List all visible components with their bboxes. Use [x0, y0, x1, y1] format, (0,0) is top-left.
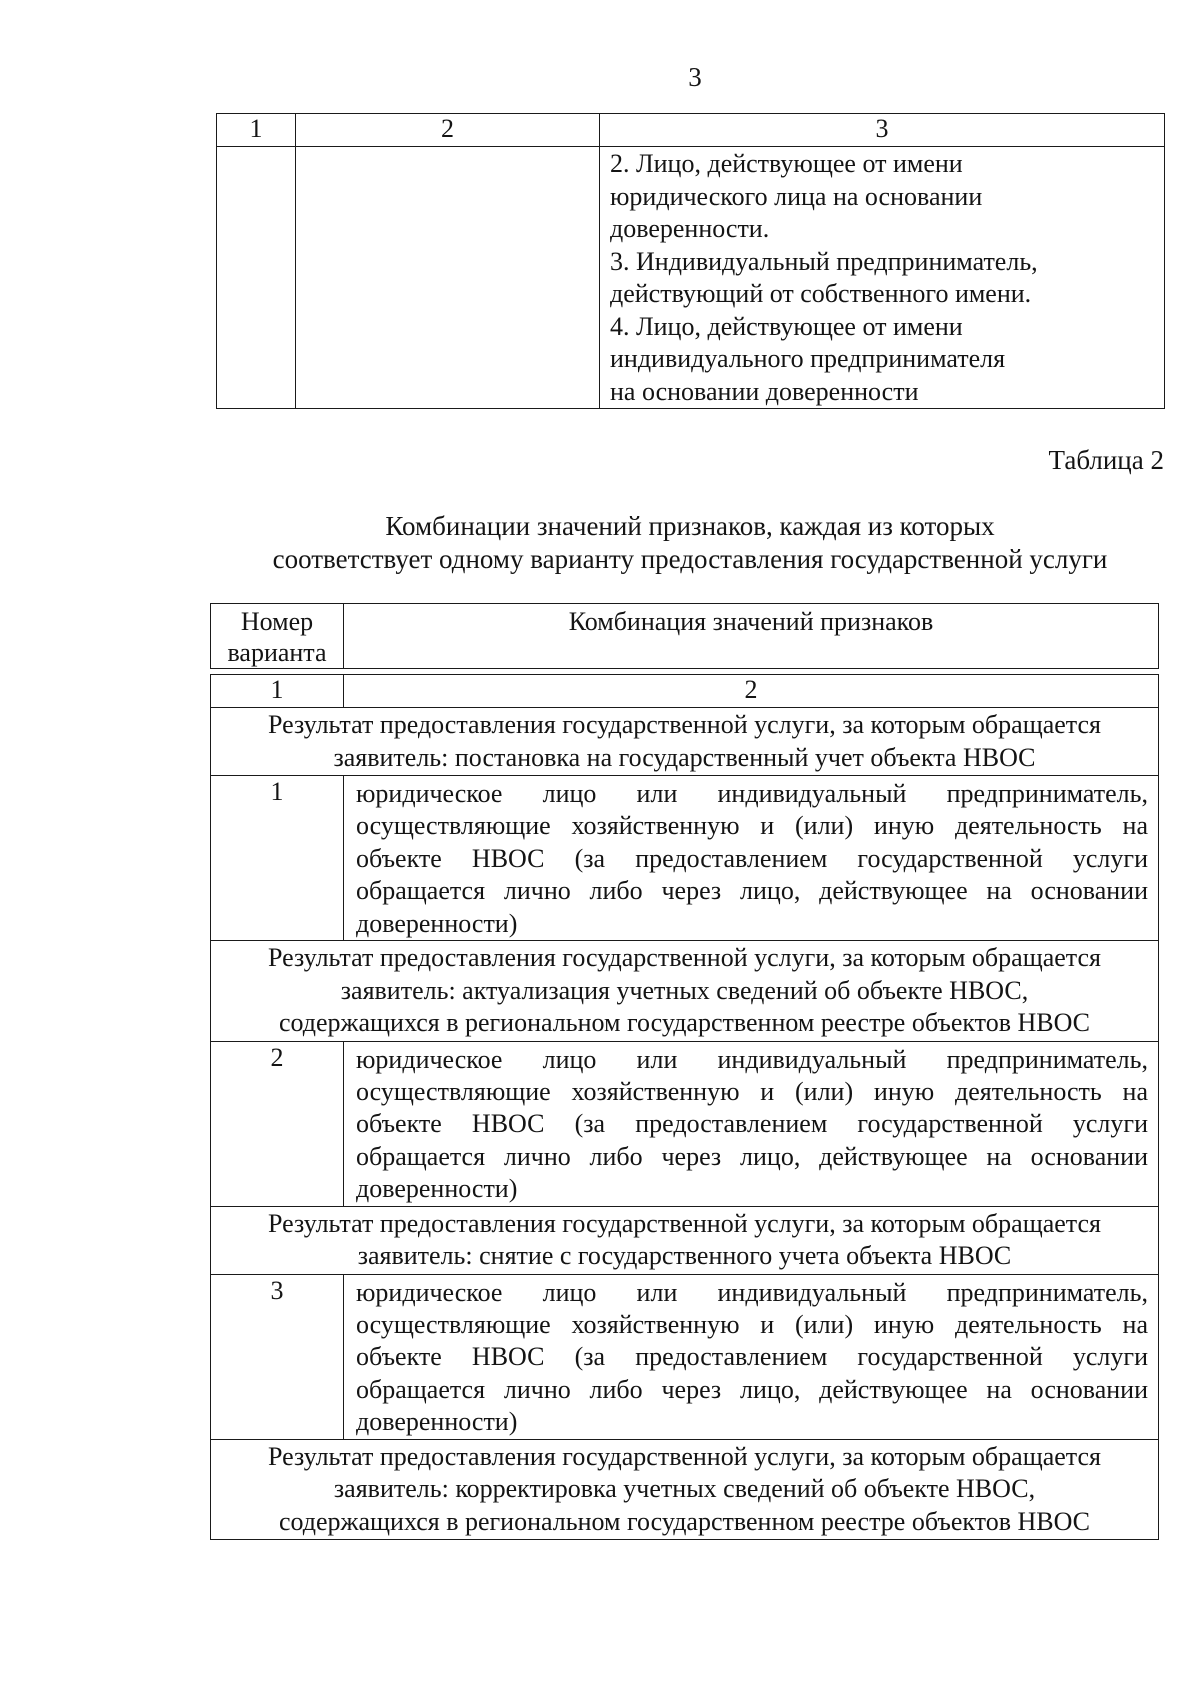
header-line: варианта — [227, 638, 327, 667]
continuation-table-row — [217, 147, 1165, 409]
section-line: заявитель: актуализация учетных сведений об объекте НВОС, — [340, 975, 1029, 1005]
continuation-table-header-row — [217, 114, 1165, 147]
section-line: Результат предоставления государственной услуги, за которым обращается — [268, 943, 1101, 973]
table-title-line: Комбинации значений признаков, каждая из которых — [385, 511, 995, 541]
continuation-table-header-cell: 1 — [217, 114, 296, 147]
table-label: Таблица 2 — [1048, 445, 1164, 475]
column-number-cell: 1 — [211, 675, 344, 708]
result-section-row — [211, 1206, 1159, 1274]
result-section-row — [211, 708, 1159, 776]
variants-table — [210, 603, 1159, 1540]
variant-number: 1 — [211, 776, 344, 941]
cell-line: юридического лица на основании — [610, 181, 983, 211]
page-number: 3 — [688, 62, 702, 92]
variant-number: 2 — [211, 1041, 344, 1206]
cell-line: доверенности. — [610, 214, 770, 243]
table-title — [210, 510, 1170, 576]
continuation-table — [216, 113, 1165, 409]
cell-line: на основании доверенности — [610, 376, 919, 406]
result-section-row — [211, 1439, 1159, 1540]
combination-header: Комбинация значений признаков — [344, 604, 1159, 669]
header-line: Номер — [240, 607, 314, 636]
cell-line: 3. Индивидуальный предприниматель, — [610, 246, 1038, 276]
cell-line: действующий от собственного имени. — [610, 279, 1032, 308]
section-line: Результат предоставления государственной услуги, за которым обращается — [268, 1208, 1101, 1238]
continuation-table-header-cell: 3 — [600, 114, 1165, 147]
continuation-table-empty-cell — [217, 147, 296, 409]
variant-number-header — [211, 604, 344, 669]
variants-table-header-row — [211, 604, 1159, 669]
table-title-line: соответствует одному варианту предоставления государственной услуги — [272, 544, 1108, 574]
section-line: Результат предоставления государственной услуги, за которым обращается — [268, 1441, 1101, 1471]
continuation-table-empty-cell — [296, 147, 600, 409]
section-line: заявитель: постановка на государственный учет объекта НВОС — [333, 742, 1036, 772]
cell-line: индивидуального предпринимателя — [610, 344, 1006, 373]
applicant-categories-cell — [600, 147, 1165, 409]
section-line: Результат предоставления государственной услуги, за которым обращается — [268, 710, 1101, 739]
variant-combination: юридическое лицо или индивидуальный предприниматель, осуществляющие хозяйственную и (или) иную деятельность на объекте НВОС (за предоставлением государственной услуги обращается лично либо через лицо, действующее на основании доверенности) — [344, 776, 1159, 941]
variant-combination: юридическое лицо или индивидуальный предприниматель, осуществляющие хозяйственную и (или) иную деятельность на объекте НВОС (за предоставлением государственной услуги обращается лично либо через лицо, действующее на основании доверенности) — [344, 1041, 1159, 1206]
variant-row — [211, 776, 1159, 941]
result-section-cell — [211, 708, 1159, 776]
section-line: содержащихся в региональном государственном реестре объектов НВОС — [278, 1008, 1091, 1038]
variant-row — [211, 1274, 1159, 1439]
result-section-cell — [211, 941, 1159, 1042]
section-line: заявитель: снятие с государственного учета объекта НВОС — [357, 1241, 1012, 1271]
result-section-row — [211, 941, 1159, 1042]
result-section-cell — [211, 1206, 1159, 1274]
variant-combination: юридическое лицо или индивидуальный предприниматель, осуществляющие хозяйственную и (или) иную деятельность на объекте НВОС (за предоставлением государственной услуги обращается лично либо через лицо, действующее на основании доверенности) — [344, 1274, 1159, 1439]
variant-number: 3 — [211, 1274, 344, 1439]
cell-line: 4. Лицо, действующее от имени — [610, 311, 963, 341]
column-number-cell: 2 — [344, 675, 1159, 708]
result-section-cell — [211, 1439, 1159, 1540]
section-line: содержащихся в региональном государственном реестре объектов НВОС — [278, 1506, 1091, 1536]
variant-row — [211, 1041, 1159, 1206]
section-line: заявитель: корректировка учетных сведений об объекте НВОС, — [333, 1474, 1036, 1504]
column-numbers-row — [211, 675, 1159, 708]
continuation-table-header-cell: 2 — [296, 114, 600, 147]
cell-line: 2. Лицо, действующее от имени — [610, 149, 963, 178]
